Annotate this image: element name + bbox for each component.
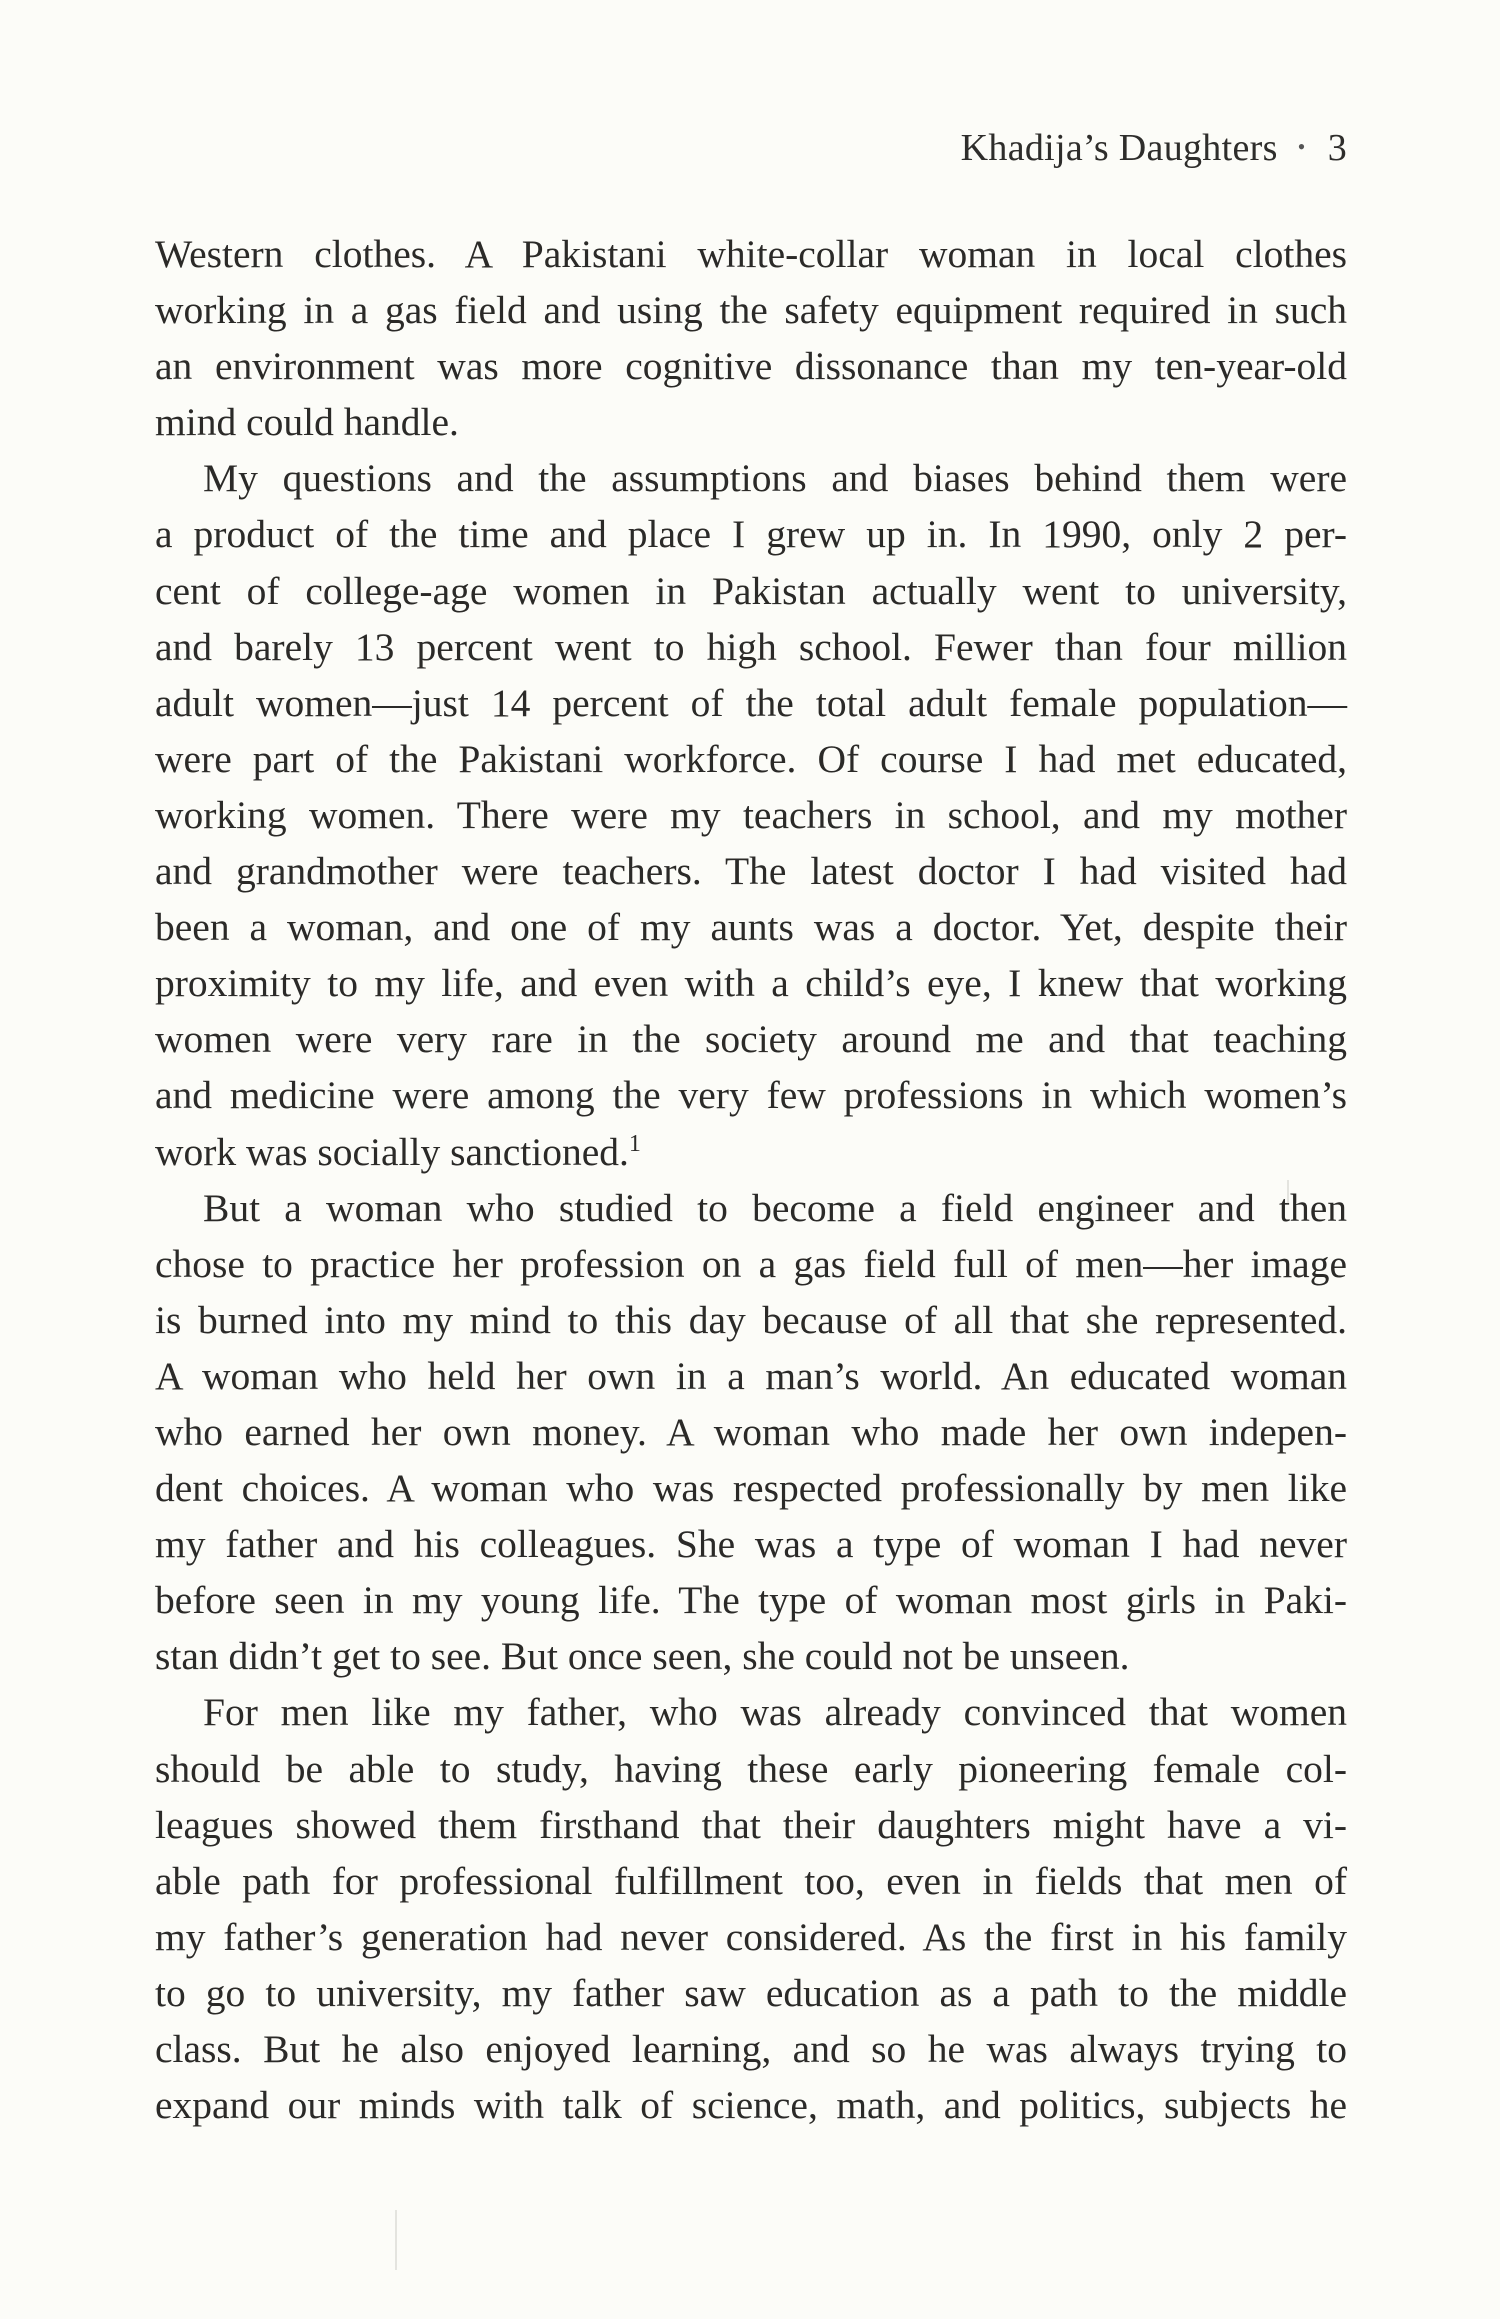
running-head bbox=[961, 118, 1347, 181]
scan-artifact bbox=[1287, 1180, 1289, 1204]
text-line: and grandmother were teachers. The latest doctor I had visited had bbox=[155, 849, 1347, 894]
paragraph-1 bbox=[155, 226, 1347, 450]
scan-artifact bbox=[395, 2210, 397, 2270]
text-line: My questions and the assumptions and biases behind them were bbox=[203, 456, 1347, 501]
page-number: 3 bbox=[1327, 127, 1347, 169]
text-line: working in a gas field and using the safety equipment required in such bbox=[155, 288, 1347, 333]
paragraph-2 bbox=[155, 450, 1347, 1179]
text-line: mind could handle. bbox=[155, 400, 459, 445]
text-line: been a woman, and one of my aunts was a doctor. Yet, despite their bbox=[155, 905, 1347, 950]
text-line: stan didn’t get to see. But once seen, she could not be unseen. bbox=[155, 1634, 1130, 1679]
text-line bbox=[155, 1124, 1347, 1180]
text-line: before seen in my young life. The type of woman most girls in Paki- bbox=[155, 1578, 1347, 1623]
paragraph-4 bbox=[155, 1684, 1347, 2133]
bullet-separator-icon: • bbox=[1297, 134, 1306, 160]
text-line: able path for professional fulfillment too, even in fields that men of bbox=[155, 1858, 1347, 1903]
text-line: A woman who held her own in a man’s world. An educated woman bbox=[155, 1353, 1347, 1398]
text-line: leagues showed them firsthand that their daughters might have a vi- bbox=[155, 1802, 1347, 1847]
text-line: class. But he also enjoyed learning, and so he was always trying to bbox=[155, 2027, 1347, 2071]
text-line: cent of college-age women in Pakistan actually went to university, bbox=[155, 568, 1347, 613]
text-line: is burned into my mind to this day because of all that she represented. bbox=[155, 1297, 1347, 1342]
text-line: chose to practice her profession on a gas field full of men—her image bbox=[155, 1241, 1347, 1286]
text-line: an environment was more cognitive dissonance than my ten-year-old bbox=[155, 344, 1347, 389]
text-line: women were very rare in the society around me and that teaching bbox=[155, 1017, 1347, 1062]
text-line: For men like my father, who was already convinced that women bbox=[203, 1690, 1347, 1735]
text-line: my father’s generation had never considered. As the first in his family bbox=[155, 1914, 1347, 1959]
text-line: But a woman who studied to become a field engineer and then bbox=[203, 1185, 1347, 1230]
text-line: to go to university, my father saw education as a path to the middle bbox=[155, 1970, 1347, 2015]
text-line: dent choices. A woman who was respected professionally by men like bbox=[155, 1466, 1347, 1511]
text-line: should be able to study, having these early pioneering female col- bbox=[155, 1746, 1347, 1791]
text-line: expand our minds with talk of science, math, and politics, subjects he bbox=[155, 2083, 1347, 2128]
running-head-title: Khadija’s Daughters bbox=[960, 127, 1278, 169]
text-line: Western clothes. A Pakistani white-collar woman in local clothes bbox=[155, 232, 1347, 276]
footnote-marker[interactable]: 1 bbox=[628, 1130, 641, 1157]
paragraph-3 bbox=[155, 1180, 1347, 1685]
text-line: proximity to my life, and even with a child’s eye, I knew that working bbox=[155, 961, 1347, 1006]
text-line: adult women—just 14 percent of the total adult female population— bbox=[155, 680, 1347, 725]
text-line: a product of the time and place I grew up in. In 1990, only 2 per- bbox=[155, 512, 1347, 557]
text-line: my father and his colleagues. She was a type of woman I had never bbox=[155, 1522, 1347, 1567]
text-line: and medicine were among the very few professions in which women’s bbox=[155, 1073, 1347, 1118]
text-line: were part of the Pakistani workforce. Of course I had met educated, bbox=[155, 736, 1347, 781]
body-text bbox=[155, 226, 1347, 2133]
text-line: working women. There were my teachers in school, and my mother bbox=[155, 792, 1347, 837]
text-line-content: work was socially sanctioned. bbox=[155, 1129, 629, 1174]
text-line: who earned her own money. A woman who made her own indepen- bbox=[155, 1409, 1347, 1454]
text-line: and barely 13 percent went to high school. Fewer than four million bbox=[155, 624, 1347, 669]
